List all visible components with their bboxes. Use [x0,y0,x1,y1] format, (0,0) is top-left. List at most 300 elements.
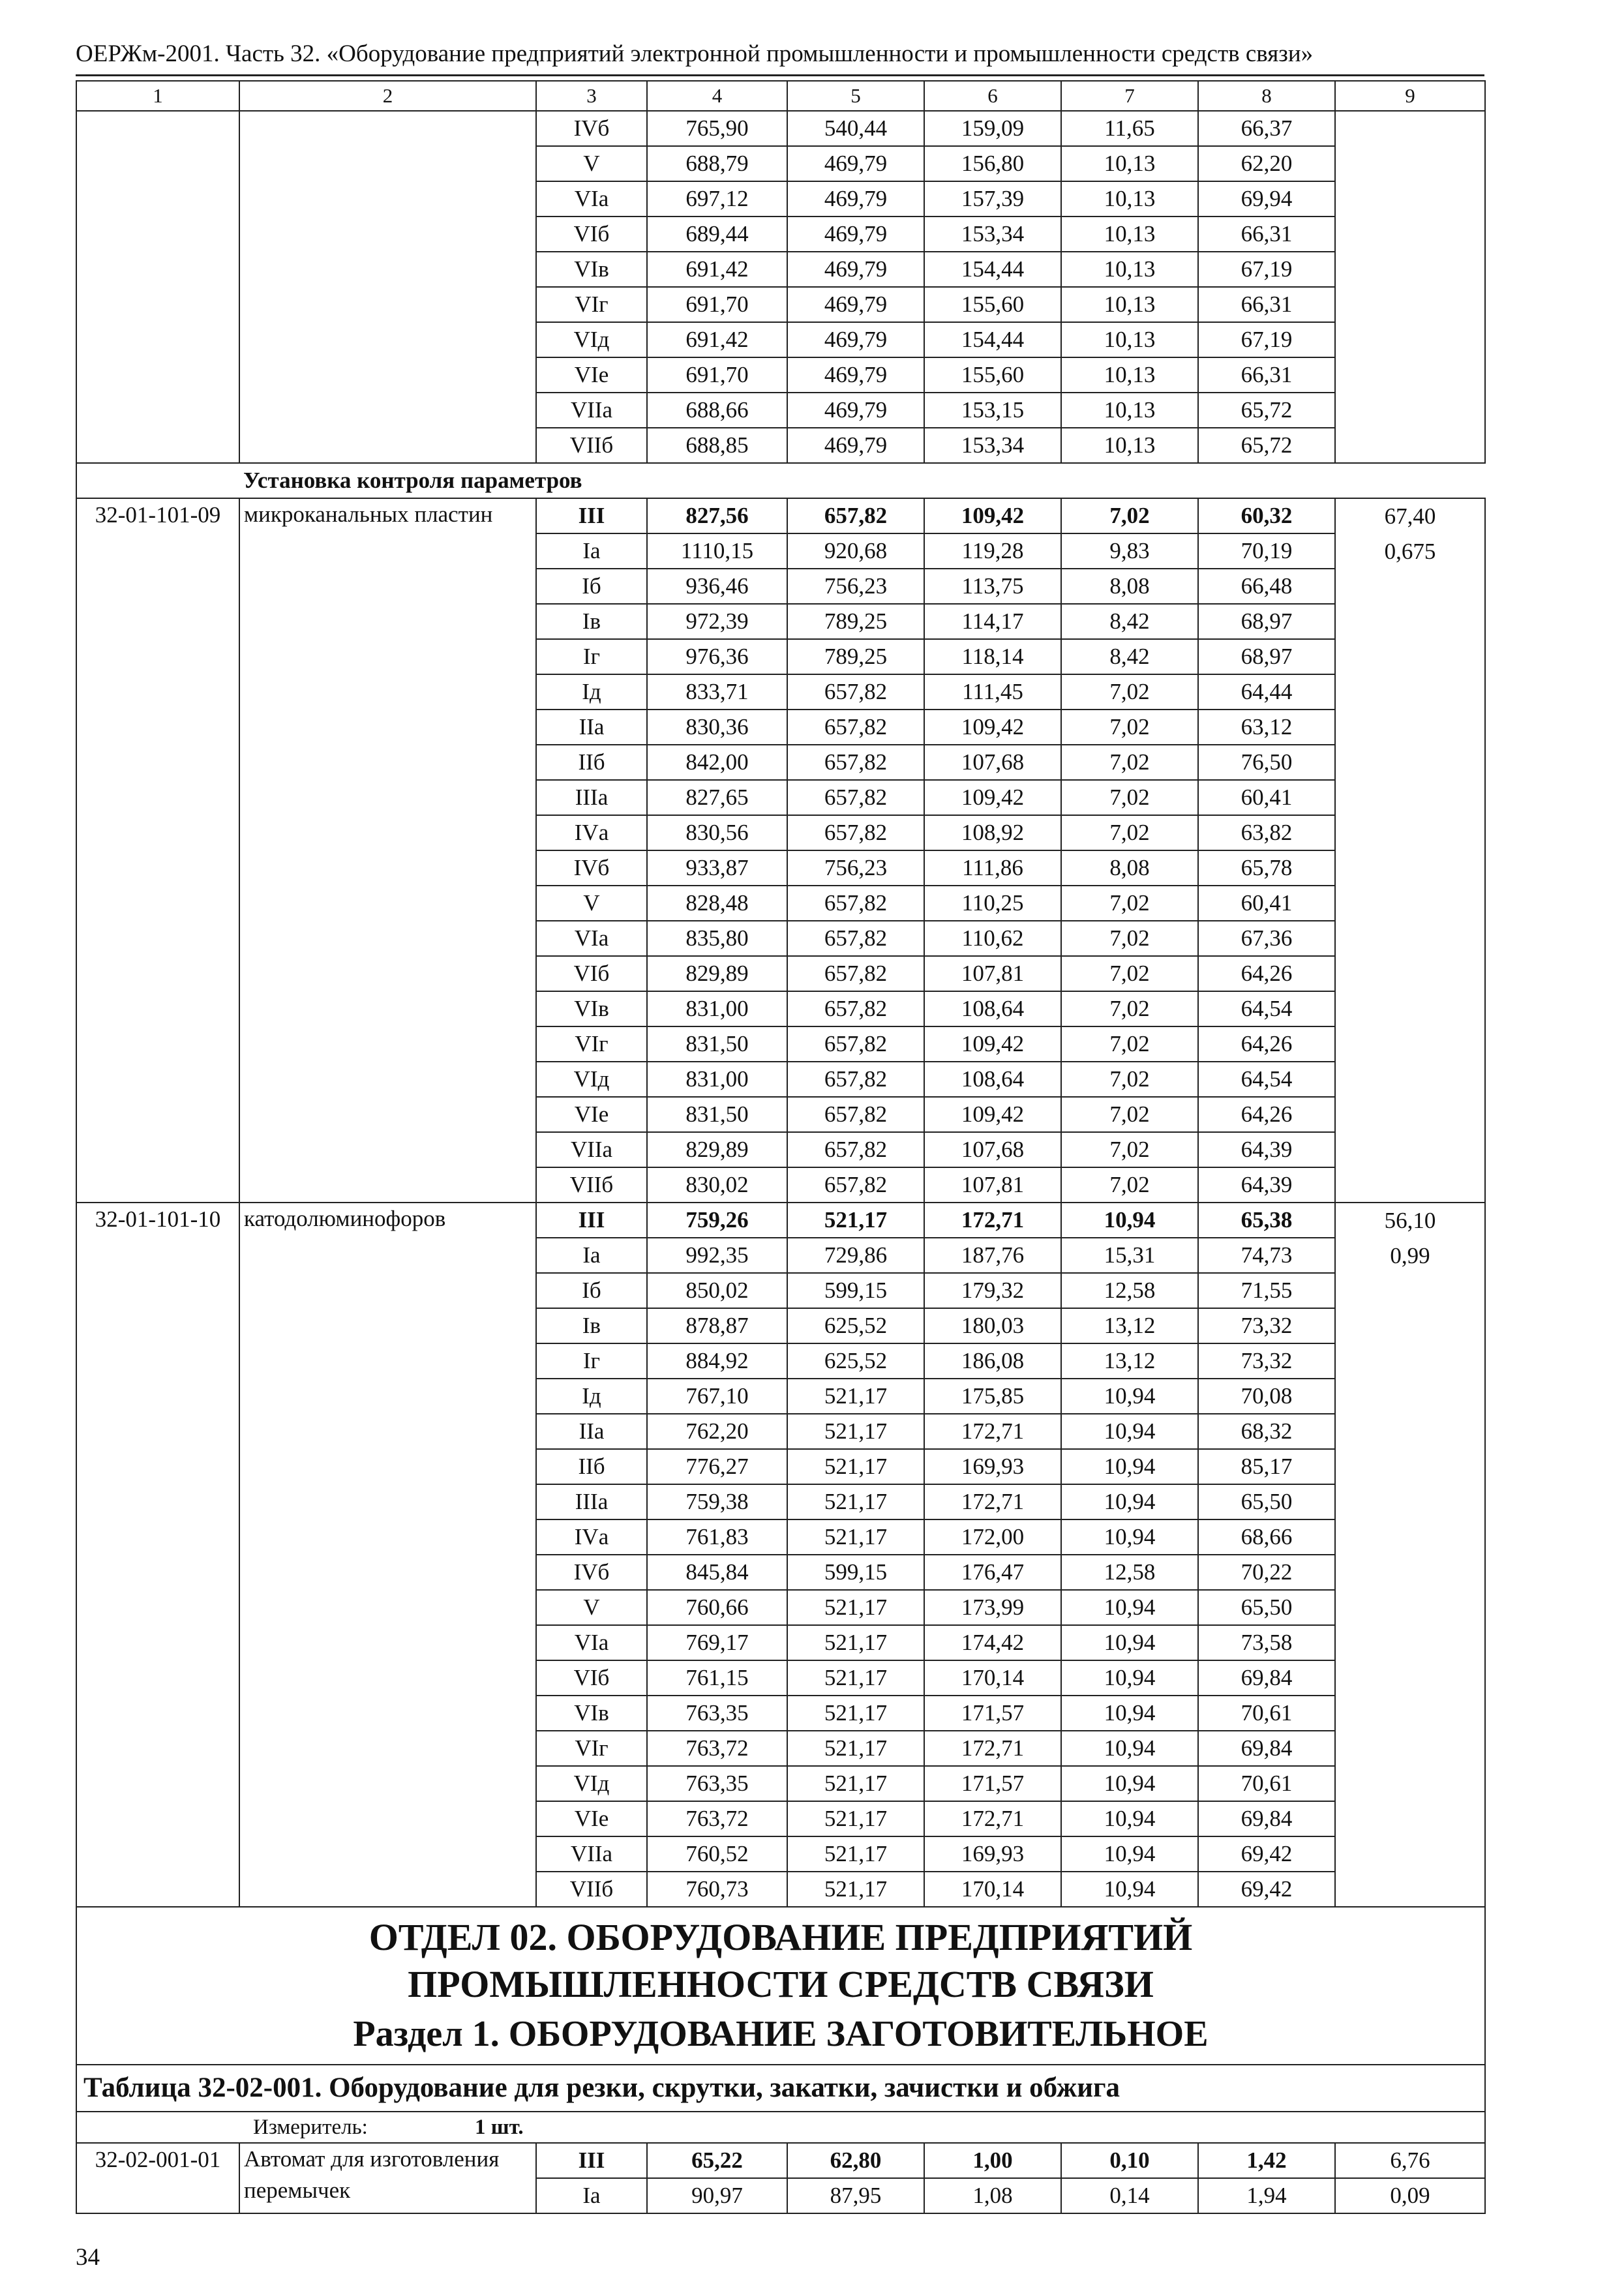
zone-cell: III [536,498,647,533]
value-materials: 85,17 [1198,1449,1335,1484]
value-materials: 1,42 [1198,2143,1335,2178]
col-number: 9 [1335,81,1485,111]
section-title: Раздел 1. ОБОРУДОВАНИЕ ЗАГОТОВИТЕЛЬНОЕ [353,2014,1209,2054]
value-machines: 109,42 [924,498,1061,533]
value-machinist-wages: 12,58 [1061,1555,1198,1590]
zone-cell: IIб [536,1449,647,1484]
zone-cell: Iа [536,2178,647,2213]
table-body [76,81,1485,2213]
value-machines: 170,14 [924,1872,1061,1907]
value-machinist-wages: 11,65 [1061,111,1198,146]
col-number: 1 [76,81,239,111]
value-machines: 111,86 [924,850,1061,886]
value-machinist-wages: 7,02 [1061,815,1198,850]
value-materials: 65,72 [1198,428,1335,463]
value-wages: 657,82 [787,780,924,815]
value-materials: 69,84 [1198,1801,1335,1836]
value-total: 762,20 [647,1414,787,1449]
value-machinist-wages: 10,94 [1061,1766,1198,1801]
value-machinist-wages: 10,94 [1061,1590,1198,1625]
value-machines: 172,71 [924,1414,1061,1449]
table-title-row [76,2065,1485,2112]
zone-cell: VIIб [536,1872,647,1907]
value-machinist-wages: 10,13 [1061,146,1198,181]
value-machines: 119,28 [924,533,1061,569]
value-machinist-wages: 7,02 [1061,780,1198,815]
value-total: 831,50 [647,1097,787,1132]
value-materials: 66,31 [1198,287,1335,322]
code-cell: 32-01-101-10 [76,1203,239,1907]
value-materials: 71,55 [1198,1273,1335,1308]
col-number: 2 [239,81,536,111]
value-machinist-wages: 7,02 [1061,745,1198,780]
value-machinist-wages: 10,13 [1061,393,1198,428]
code-cell: 32-01-101-09 [76,498,239,1203]
value-materials: 76,50 [1198,745,1335,780]
value-machinist-wages: 9,83 [1061,533,1198,569]
table-row [76,2143,1485,2178]
value-machines: 155,60 [924,287,1061,322]
value-wages: 789,25 [787,604,924,639]
page-number: 34 [76,2244,100,2271]
page [76,39,1484,2214]
value-materials: 66,31 [1198,217,1335,252]
value-wages: 469,79 [787,217,924,252]
value-wages: 920,68 [787,533,924,569]
value-machinist-wages: 10,13 [1061,181,1198,217]
zone-cell: VIб [536,1660,647,1696]
value-total: 65,22 [647,2143,787,2178]
value-total: 830,56 [647,815,787,850]
value-machinist-wages: 0,14 [1061,2178,1198,2213]
value-wages: 657,82 [787,1132,924,1167]
value-materials: 64,26 [1198,1097,1335,1132]
value-machinist-wages: 10,13 [1061,322,1198,357]
value-total: 845,84 [647,1555,787,1590]
zone-cell: III [536,2143,647,2178]
value-materials: 64,44 [1198,674,1335,710]
zone-cell: VIб [536,217,647,252]
value-wages: 599,15 [787,1555,924,1590]
value-total: 691,70 [647,357,787,393]
col9-cell [1335,498,1485,1203]
value-wages: 469,79 [787,357,924,393]
value-machinist-wages: 10,94 [1061,1801,1198,1836]
value-total: 90,97 [647,2178,787,2213]
value-machinist-wages: 8,08 [1061,850,1198,886]
value-machinist-wages: 7,02 [1061,886,1198,921]
name-cell [239,111,536,463]
labor-costs: 67,40 [1384,503,1436,529]
value-machines: 155,60 [924,357,1061,393]
col9-cell [1335,111,1485,463]
zone-cell: Iг [536,639,647,674]
value-machines: 154,44 [924,322,1061,357]
value-machines: 114,17 [924,604,1061,639]
name-cell: микроканальных пластин [239,498,536,1203]
zone-cell: Iб [536,569,647,604]
value-wages: 657,82 [787,674,924,710]
value-machinist-wages: 10,94 [1061,1414,1198,1449]
value-materials: 68,97 [1198,604,1335,639]
value-materials: 67,19 [1198,252,1335,287]
code-cell: 32-02-001-01 [76,2143,239,2213]
value-machines: 171,57 [924,1766,1061,1801]
value-materials: 62,20 [1198,146,1335,181]
col-number: 3 [536,81,647,111]
value-materials: 65,50 [1198,1484,1335,1519]
value-machinist-wages: 10,94 [1061,1660,1198,1696]
machinist-labor: 0,09 [1335,2178,1485,2213]
code-cell [76,111,239,463]
zone-cell: VIв [536,252,647,287]
value-wages: 469,79 [787,252,924,287]
value-wages: 521,17 [787,1696,924,1731]
value-wages: 469,79 [787,181,924,217]
value-machinist-wages: 7,02 [1061,1062,1198,1097]
value-machinist-wages: 7,02 [1061,710,1198,745]
zone-cell: VIIа [536,1132,647,1167]
value-machinist-wages: 10,13 [1061,357,1198,393]
value-total: 850,02 [647,1273,787,1308]
value-total: 933,87 [647,850,787,886]
value-machines: 179,32 [924,1273,1061,1308]
value-wages: 657,82 [787,886,924,921]
value-machinist-wages: 10,13 [1061,287,1198,322]
value-machines: 107,68 [924,1132,1061,1167]
measure-unit: 1 шт. [475,2116,524,2139]
value-machines: 118,14 [924,639,1061,674]
col-number: 5 [787,81,924,111]
value-total: 760,52 [647,1836,787,1872]
value-total: 688,66 [647,393,787,428]
value-machines: 154,44 [924,252,1061,287]
value-materials: 64,54 [1198,991,1335,1026]
value-total: 1110,15 [647,533,787,569]
value-wages: 521,17 [787,1519,924,1555]
zone-cell: VIIб [536,1167,647,1203]
value-materials: 70,08 [1198,1379,1335,1414]
value-materials: 66,48 [1198,569,1335,604]
value-materials: 74,73 [1198,1238,1335,1273]
value-machines: 111,45 [924,674,1061,710]
value-total: 830,02 [647,1167,787,1203]
value-wages: 657,82 [787,921,924,956]
value-machines: 172,71 [924,1801,1061,1836]
measure-label: Измеритель: [253,2116,368,2139]
zone-cell: VIв [536,1696,647,1731]
zone-cell: VIIб [536,428,647,463]
zone-cell: Iд [536,674,647,710]
zone-cell: VIб [536,956,647,991]
col-number: 7 [1061,81,1198,111]
value-materials: 73,58 [1198,1625,1335,1660]
value-machines: 171,57 [924,1696,1061,1731]
value-total: 691,42 [647,322,787,357]
zone-cell: VIа [536,181,647,217]
value-total: 769,17 [647,1625,787,1660]
value-total: 760,66 [647,1590,787,1625]
value-machinist-wages: 7,02 [1061,956,1198,991]
value-materials: 64,26 [1198,1026,1335,1062]
value-materials: 64,39 [1198,1132,1335,1167]
zone-cell: VIд [536,1766,647,1801]
value-machines: 170,14 [924,1660,1061,1696]
zone-cell: V [536,146,647,181]
value-machines: 187,76 [924,1238,1061,1273]
value-wages: 521,17 [787,1872,924,1907]
value-wages: 729,86 [787,1238,924,1273]
value-wages: 521,17 [787,1801,924,1836]
value-materials: 63,82 [1198,815,1335,850]
zone-cell: VIе [536,1097,647,1132]
value-wages: 657,82 [787,991,924,1026]
value-materials: 68,97 [1198,639,1335,674]
value-machines: 109,42 [924,780,1061,815]
value-materials: 65,50 [1198,1590,1335,1625]
value-machinist-wages: 8,42 [1061,639,1198,674]
value-wages: 521,17 [787,1449,924,1484]
value-total: 828,48 [647,886,787,921]
col9-cell [1335,1203,1485,1907]
value-machines: 172,71 [924,1484,1061,1519]
value-wages: 469,79 [787,428,924,463]
value-wages: 87,95 [787,2178,924,2213]
value-machinist-wages: 10,13 [1061,428,1198,463]
value-materials: 64,54 [1198,1062,1335,1097]
zone-cell: IVа [536,1519,647,1555]
measure-row [76,2112,1485,2143]
value-total: 688,85 [647,428,787,463]
value-materials: 69,84 [1198,1660,1335,1696]
zone-cell: IVб [536,111,647,146]
value-machines: 186,08 [924,1343,1061,1379]
zone-cell: VIд [536,322,647,357]
value-materials: 64,39 [1198,1167,1335,1203]
value-wages: 657,82 [787,1167,924,1203]
zone-cell: IIа [536,1414,647,1449]
measure-cell [76,2112,1485,2143]
value-machinist-wages: 7,02 [1061,1132,1198,1167]
value-machines: 153,34 [924,217,1061,252]
value-wages: 521,17 [787,1590,924,1625]
value-materials: 66,31 [1198,357,1335,393]
value-wages: 657,82 [787,1026,924,1062]
value-total: 831,00 [647,1062,787,1097]
zone-cell: Iд [536,1379,647,1414]
zone-cell: IVб [536,1555,647,1590]
value-machinist-wages: 0,10 [1061,2143,1198,2178]
empty-cell [76,463,239,498]
value-wages: 469,79 [787,393,924,428]
value-machines: 176,47 [924,1555,1061,1590]
value-machines: 110,62 [924,921,1061,956]
value-machines: 107,81 [924,956,1061,991]
running-header: ОЕРЖм-2001. Часть 32. «Оборудование предприятий электронной промышленности и промышленности средств связи» [76,39,1484,76]
value-materials: 60,41 [1198,886,1335,921]
value-machines: 113,75 [924,569,1061,604]
value-total: 829,89 [647,1132,787,1167]
zone-cell: Iа [536,533,647,569]
zone-cell: IIб [536,745,647,780]
value-machinist-wages: 10,94 [1061,1696,1198,1731]
value-machinist-wages: 7,02 [1061,1026,1198,1062]
value-total: 759,26 [647,1203,787,1238]
col-number: 6 [924,81,1061,111]
value-total: 936,46 [647,569,787,604]
value-materials: 70,19 [1198,533,1335,569]
department-row [76,1907,1485,2065]
value-machinist-wages: 10,94 [1061,1203,1198,1238]
value-machines: 153,34 [924,428,1061,463]
value-wages: 469,79 [787,322,924,357]
value-machinist-wages: 12,58 [1061,1273,1198,1308]
value-materials: 68,32 [1198,1414,1335,1449]
table-title: Таблица 32-02-001. Оборудование для резки, скрутки, закатки, зачистки и обжига [76,2065,1485,2112]
value-machinist-wages: 8,08 [1061,569,1198,604]
value-machines: 1,00 [924,2143,1061,2178]
value-machines: 169,93 [924,1449,1061,1484]
value-wages: 625,52 [787,1343,924,1379]
name-cell: катодолюминофоров [239,1203,536,1907]
column-number-row [76,81,1485,111]
value-total: 878,87 [647,1308,787,1343]
value-total: 972,39 [647,604,787,639]
name-cell: Автомат для изготовления перемычек [239,2143,536,2213]
value-total: 763,72 [647,1801,787,1836]
value-total: 761,83 [647,1519,787,1555]
value-machinist-wages: 10,13 [1061,217,1198,252]
value-materials: 67,36 [1198,921,1335,956]
value-total: 691,70 [647,287,787,322]
value-wages: 521,17 [787,1766,924,1801]
value-total: 761,15 [647,1660,787,1696]
value-machinist-wages: 10,94 [1061,1872,1198,1907]
col-number: 8 [1198,81,1335,111]
value-total: 697,12 [647,181,787,217]
table-row [76,498,1485,533]
zone-cell: VIг [536,287,647,322]
zone-cell: III [536,1203,647,1238]
value-wages: 657,82 [787,710,924,745]
value-total: 759,38 [647,1484,787,1519]
value-materials: 70,22 [1198,1555,1335,1590]
zone-cell: V [536,1590,647,1625]
department-heading [76,1907,1485,2065]
value-machines: 174,42 [924,1625,1061,1660]
value-machines: 172,00 [924,1519,1061,1555]
value-machines: 172,71 [924,1731,1061,1766]
value-total: 831,50 [647,1026,787,1062]
value-machinist-wages: 7,02 [1061,921,1198,956]
labor-costs: 56,10 [1384,1208,1436,1233]
value-total: 767,10 [647,1379,787,1414]
value-total: 760,73 [647,1872,787,1907]
value-materials: 70,61 [1198,1696,1335,1731]
value-machines: 108,92 [924,815,1061,850]
value-machinist-wages: 10,94 [1061,1836,1198,1872]
value-wages: 521,17 [787,1484,924,1519]
zone-cell: VIд [536,1062,647,1097]
value-total: 688,79 [647,146,787,181]
table-row [76,1203,1485,1238]
value-wages: 469,79 [787,287,924,322]
value-wages: 789,25 [787,639,924,674]
zone-cell: VIIа [536,393,647,428]
value-machines: 169,93 [924,1836,1061,1872]
zone-cell: IIIа [536,1484,647,1519]
value-materials: 69,94 [1198,181,1335,217]
value-wages: 540,44 [787,111,924,146]
value-machinist-wages: 13,12 [1061,1308,1198,1343]
value-total: 827,56 [647,498,787,533]
zone-cell: IIIа [536,780,647,815]
value-total: 833,71 [647,674,787,710]
value-machines: 172,71 [924,1203,1061,1238]
value-machines: 1,08 [924,2178,1061,2213]
value-machinist-wages: 7,02 [1061,498,1198,533]
subheading-row [76,463,1485,498]
value-materials: 60,32 [1198,498,1335,533]
value-materials: 1,94 [1198,2178,1335,2213]
value-wages: 469,79 [787,146,924,181]
value-machinist-wages: 10,94 [1061,1484,1198,1519]
value-machines: 175,85 [924,1379,1061,1414]
value-wages: 657,82 [787,498,924,533]
value-materials: 68,66 [1198,1519,1335,1555]
value-total: 830,36 [647,710,787,745]
value-wages: 756,23 [787,850,924,886]
value-machines: 173,99 [924,1590,1061,1625]
value-wages: 599,15 [787,1273,924,1308]
zone-cell: Iг [536,1343,647,1379]
value-machines: 108,64 [924,1062,1061,1097]
value-machines: 108,64 [924,991,1061,1026]
value-materials: 63,12 [1198,710,1335,745]
value-total: 976,36 [647,639,787,674]
value-wages: 521,17 [787,1836,924,1872]
value-materials: 65,72 [1198,393,1335,428]
zone-cell: Iа [536,1238,647,1273]
value-machinist-wages: 15,31 [1061,1238,1198,1273]
value-materials: 70,61 [1198,1766,1335,1801]
value-wages: 657,82 [787,956,924,991]
value-materials: 69,42 [1198,1836,1335,1872]
value-machinist-wages: 8,42 [1061,604,1198,639]
value-machinist-wages: 7,02 [1061,991,1198,1026]
value-machinist-wages: 10,94 [1061,1449,1198,1484]
value-materials: 60,41 [1198,780,1335,815]
labor-costs: 6,76 [1335,2143,1485,2178]
value-machines: 159,09 [924,111,1061,146]
value-machinist-wages: 10,94 [1061,1519,1198,1555]
value-machines: 109,42 [924,1026,1061,1062]
value-wages: 521,17 [787,1660,924,1696]
zone-cell: IVа [536,815,647,850]
value-materials: 65,38 [1198,1203,1335,1238]
value-total: 763,35 [647,1696,787,1731]
zone-cell: Iб [536,1273,647,1308]
machinist-labor: 0,99 [1390,1243,1430,1268]
value-materials: 69,42 [1198,1872,1335,1907]
value-machinist-wages: 10,94 [1061,1731,1198,1766]
value-total: 763,35 [647,1766,787,1801]
value-machines: 110,25 [924,886,1061,921]
value-total: 831,00 [647,991,787,1026]
value-materials: 73,32 [1198,1343,1335,1379]
value-wages: 657,82 [787,1097,924,1132]
value-wages: 625,52 [787,1308,924,1343]
